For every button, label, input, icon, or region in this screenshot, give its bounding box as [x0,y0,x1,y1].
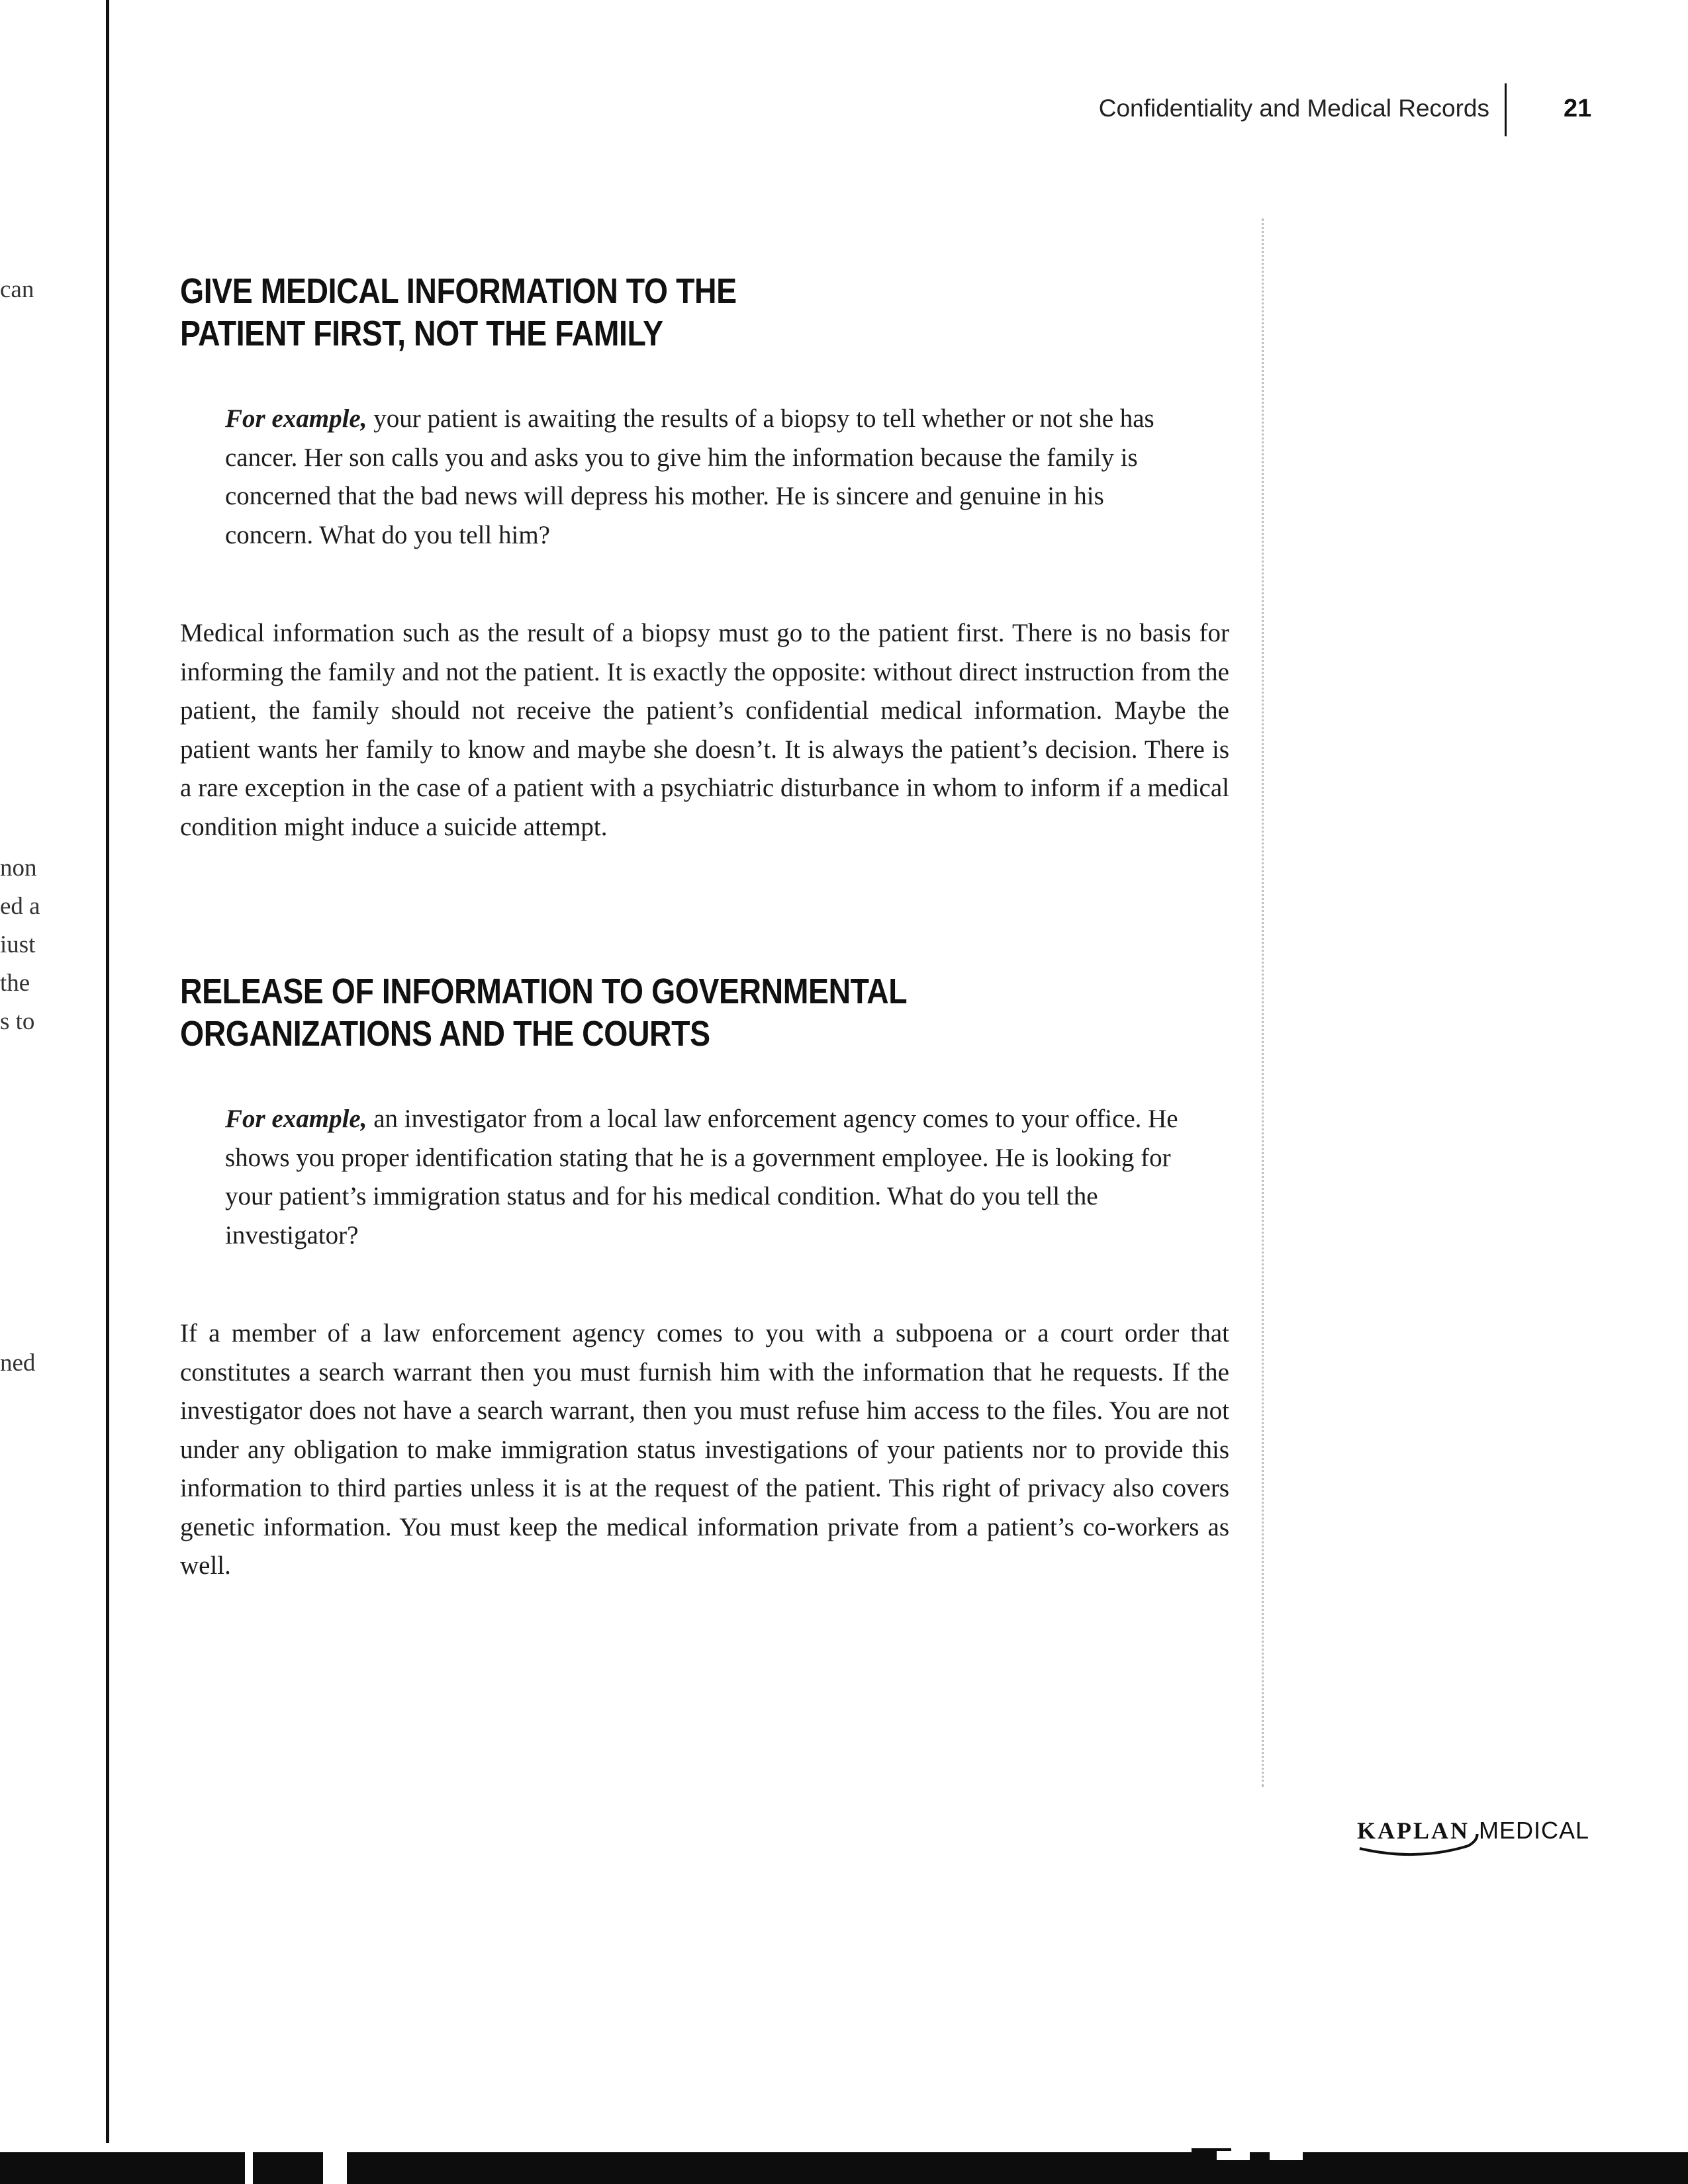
example-paragraph [225,1100,1178,1255]
example-text: an investigator from a local law enforcement agency comes to your office. He shows you proper identification stating that he is a government employee. He is looking for your patient’s immigration status and for his medical condition. What do you tell the investigator? [225,1105,1178,1250]
body-paragraph: If a member of a law enforcement agency comes to you with a subpoena or a court order that constitutes a search warrant then you must furnish him with the information that he requests. If the investigator does not have a search warrant, then you must refuse him access to the files. You are not under any obligation to make immigration status investigations of your patients nor to provide this information to third parties unless it is at the request of the patient. This right of privacy also covers genetic information. You must keep the medical information private from a patient’s co-workers as well. [180,1319,1229,1580]
section-heading-line: RELEASE OF INFORMATION TO GOVERNMENTAL [180,972,908,1011]
example-lead: For example, [225,1105,367,1133]
facing-page-fragment: ed a [0,893,40,920]
section-heading [180,270,1091,355]
facing-page-fragment: non [0,854,37,882]
section-heading [180,970,1091,1055]
page-spine-line [106,0,109,2148]
facing-page-fragment: ned [0,1349,36,1377]
facing-page-fragment: the [0,970,30,997]
facing-page-fragment: s to [0,1008,35,1035]
section-heading-line: PATIENT FIRST, NOT THE FAMILY [180,314,663,353]
body-paragraph: Medical information such as the result of a biopsy must go to the patient first. There is no basis for informing the family and not the patient. It is exactly the opposite: without direct instruction from the patient, the family should not receive the patient’s confidential medical information. Maybe the patient wants her family to know and maybe she doesn’t. It is always the patient’s decision. There is a rare exception in the case of a patient with a psychiatric disturbance in whom to inform if a medical condition might induce a suicide attempt. [180,619,1229,841]
margin-dotted-rule [1262,218,1264,1787]
running-head-title: Confidentiality and Medical Records [1098,95,1489,122]
facing-page-fragment: iust [0,931,36,958]
scan-edge-band [0,2143,1688,2184]
section-heading-line: ORGANIZATIONS AND THE COURTS [180,1014,710,1054]
kaplan-medical-logo [1357,1817,1589,1844]
page-number: 21 [1564,95,1592,122]
logo-swoosh-icon [1357,1834,1489,1860]
example-paragraph [225,400,1178,555]
section-heading-line: GIVE MEDICAL INFORMATION TO THE [180,271,737,311]
logo-division: MEDICAL [1479,1817,1590,1844]
example-lead: For example, [225,404,367,433]
header-divider [1505,83,1507,136]
facing-page-fragment: can [0,276,34,303]
logo-brand: KAPLAN [1357,1817,1470,1844]
example-text: your patient is awaiting the results of a biopsy to tell whether or not she has cancer. Her son calls you and asks you to give him the information because the family is concerned that the bad news will depress his mother. He is sincere and genuine in his concern. What do you tell him? [225,404,1154,549]
